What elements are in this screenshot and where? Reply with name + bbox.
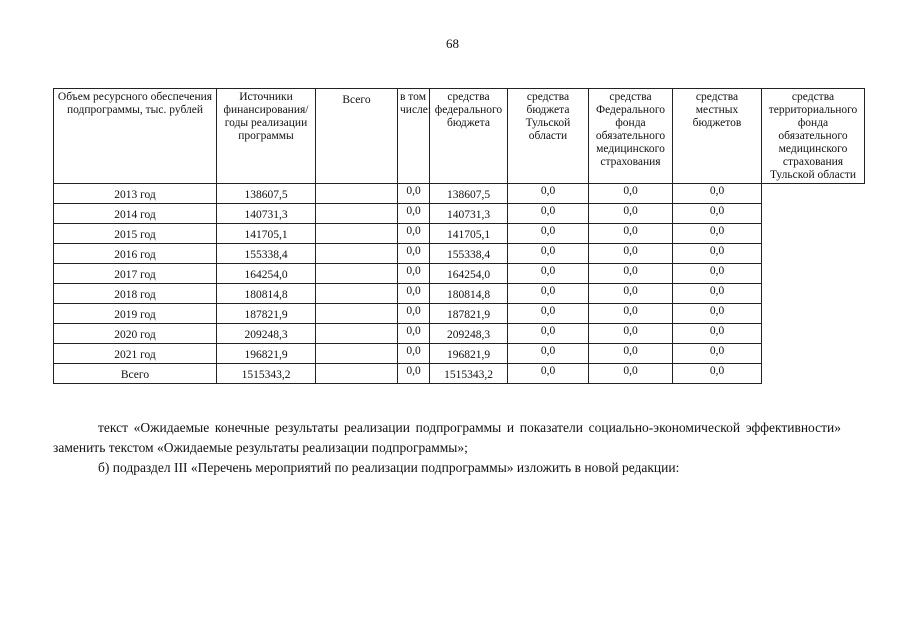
row-federal-medical: 0,0 [508, 184, 589, 204]
row-year: 2017 год [54, 264, 217, 284]
row-federal: 0,0 [398, 224, 430, 244]
row-local: 0,0 [589, 324, 673, 344]
row-territorial-medical: 0,0 [673, 304, 762, 324]
table-row [54, 304, 865, 324]
row-territorial-medical: 0,0 [673, 224, 762, 244]
row-territorial-medical: 0,0 [673, 244, 762, 264]
row-federal-medical: 0,0 [508, 344, 589, 364]
row-local: 0,0 [589, 244, 673, 264]
table-header-row [54, 89, 865, 184]
row-regional: 138607,5 [430, 184, 508, 204]
header-total: Всего [316, 89, 398, 184]
row-federal-medical: 0,0 [508, 264, 589, 284]
row-total: 138607,5 [217, 184, 316, 204]
row-federal-medical: 0,0 [508, 364, 589, 384]
row-year: Всего [54, 364, 217, 384]
row-federal: 0,0 [398, 204, 430, 224]
header-volume-label: Объем ресурсного обеспечения подпрограммы, тыс. рублей [54, 89, 217, 184]
row-regional: 1515343,2 [430, 364, 508, 384]
row-including [316, 344, 398, 364]
table-row [54, 284, 865, 304]
paragraph-replace-text: текст «Ожидаемые конечные результаты реализации подпрограммы и показатели социально-экономической эффективности» заменить текстом «Ожидаемые результаты реализации подпрограммы»; [53, 419, 841, 455]
row-federal: 0,0 [398, 304, 430, 324]
row-federal-medical: 0,0 [508, 224, 589, 244]
row-federal: 0,0 [398, 344, 430, 364]
row-regional: 140731,3 [430, 204, 508, 224]
row-territorial-medical: 0,0 [673, 364, 762, 384]
table-row [54, 344, 865, 364]
row-regional: 164254,0 [430, 264, 508, 284]
row-regional: 209248,3 [430, 324, 508, 344]
row-federal: 0,0 [398, 364, 430, 384]
row-including [316, 244, 398, 264]
row-local: 0,0 [589, 304, 673, 324]
header-federal: средства федерального бюджета [430, 89, 508, 184]
table-row [54, 264, 865, 284]
row-federal: 0,0 [398, 284, 430, 304]
row-including [316, 324, 398, 344]
row-year: 2021 год [54, 344, 217, 364]
header-including: в том числе: [398, 89, 430, 184]
row-year: 2013 год [54, 184, 217, 204]
row-including [316, 204, 398, 224]
row-local: 0,0 [589, 224, 673, 244]
row-territorial-medical: 0,0 [673, 344, 762, 364]
row-territorial-medical: 0,0 [673, 204, 762, 224]
table-row [54, 244, 865, 264]
row-year: 2014 год [54, 204, 217, 224]
row-federal: 0,0 [398, 184, 430, 204]
row-local: 0,0 [589, 184, 673, 204]
row-total: 1515343,2 [217, 364, 316, 384]
row-year: 2020 год [54, 324, 217, 344]
row-federal: 0,0 [398, 324, 430, 344]
row-total: 209248,3 [217, 324, 316, 344]
header-local: средства местных бюджетов [673, 89, 762, 184]
row-federal-medical: 0,0 [508, 204, 589, 224]
header-source: Источники финансирования/ годы реализации программы [217, 89, 316, 184]
row-local: 0,0 [589, 344, 673, 364]
row-local: 0,0 [589, 364, 673, 384]
row-territorial-medical: 0,0 [673, 324, 762, 344]
row-federal-medical: 0,0 [508, 284, 589, 304]
row-total: 180814,8 [217, 284, 316, 304]
row-total: 140731,3 [217, 204, 316, 224]
row-federal: 0,0 [398, 244, 430, 264]
table-row [54, 224, 865, 244]
row-including [316, 284, 398, 304]
row-including [316, 264, 398, 284]
row-local: 0,0 [589, 264, 673, 284]
row-total: 141705,1 [217, 224, 316, 244]
row-year: 2015 год [54, 224, 217, 244]
table-row [54, 204, 865, 224]
table-row-total [54, 364, 865, 384]
table-row [54, 184, 865, 204]
row-total: 187821,9 [217, 304, 316, 324]
paragraph-subsection-three: б) подраздел III «Перечень мероприятий по реализации подпрограммы» изложить в новой редакции: [98, 459, 680, 475]
row-regional: 155338,4 [430, 244, 508, 264]
row-territorial-medical: 0,0 [673, 284, 762, 304]
row-regional: 141705,1 [430, 224, 508, 244]
row-local: 0,0 [589, 204, 673, 224]
row-including [316, 184, 398, 204]
row-total: 196821,9 [217, 344, 316, 364]
row-federal-medical: 0,0 [508, 304, 589, 324]
row-regional: 187821,9 [430, 304, 508, 324]
row-territorial-medical: 0,0 [673, 264, 762, 284]
row-federal-medical: 0,0 [508, 324, 589, 344]
row-including [316, 304, 398, 324]
row-local: 0,0 [589, 284, 673, 304]
row-year: 2018 год [54, 284, 217, 304]
row-territorial-medical: 0,0 [673, 184, 762, 204]
header-territorial-medical: средства территориального фонда обязательного медицинского страхования Тульской области [762, 89, 865, 184]
row-total: 164254,0 [217, 264, 316, 284]
row-federal: 0,0 [398, 264, 430, 284]
row-total: 155338,4 [217, 244, 316, 264]
table-row [54, 324, 865, 344]
row-year: 2016 год [54, 244, 217, 264]
row-year: 2019 год [54, 304, 217, 324]
row-regional: 180814,8 [430, 284, 508, 304]
header-regional: средства бюджета Тульской области [508, 89, 589, 184]
page-number: 68 [446, 36, 459, 51]
row-including [316, 364, 398, 384]
row-regional: 196821,9 [430, 344, 508, 364]
row-federal-medical: 0,0 [508, 244, 589, 264]
header-federal-medical: средства Федерального фонда обязательного медицинского страхования [589, 89, 673, 184]
resource-table [53, 88, 865, 384]
row-including [316, 224, 398, 244]
